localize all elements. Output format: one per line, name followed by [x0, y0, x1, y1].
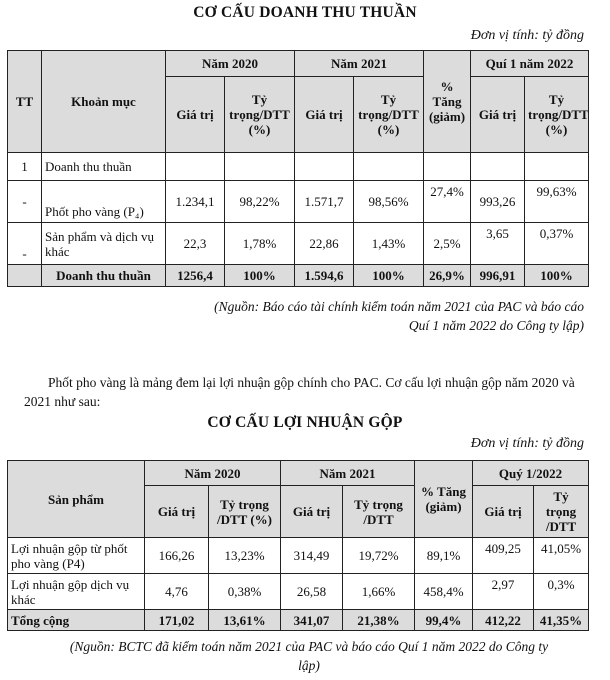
cell-value-q1: 993,26	[471, 181, 525, 223]
cell-ratio-q1: 99,63%	[525, 181, 589, 223]
table-row	[8, 538, 589, 574]
cell-empty	[525, 153, 589, 181]
header-value-2021: Giá trị	[281, 486, 343, 538]
cell-value-q1: 2,97	[473, 574, 534, 610]
table-row	[8, 223, 589, 265]
cell-value-q1: 409,25	[473, 538, 534, 574]
cell-value-2020: 1.234,1	[166, 181, 225, 223]
total-ratio-2021: 100%	[354, 265, 424, 287]
cell-value-2021: 1.571,7	[295, 181, 354, 223]
header-product: Sản phẩm	[8, 461, 145, 538]
total-ratio-q1: 41,35%	[534, 610, 589, 631]
cell-tt: -	[8, 223, 42, 265]
total-row	[8, 265, 589, 287]
cell-item: Phốt pho vàng (P₄)	[42, 181, 166, 223]
total-label: Doanh thu thuần	[42, 265, 166, 287]
gross-profit-structure-title: CƠ CẤU LỢI NHUẬN GỘP	[207, 414, 403, 431]
total-value-2020: 171,02	[145, 610, 209, 631]
header-ratio-q1: Tỷ trọng/DTT (%)	[525, 77, 589, 153]
revenue-unit-note: Đơn vị tính: tỷ đồng	[470, 28, 584, 43]
header-value-2020: Giá trị	[166, 77, 225, 153]
cell-value-2020: 22,3	[166, 223, 225, 265]
header-value-2021: Giá trị	[295, 77, 354, 153]
cell-empty	[424, 153, 471, 181]
gross-profit-structure-table	[7, 460, 589, 631]
cell-ratio-2021: 1,43%	[354, 223, 424, 265]
cell-tt: 1	[8, 153, 42, 181]
header-ratio-2021: Tỷ trọng /DTT	[343, 486, 415, 538]
total-value-2021: 1.594,6	[295, 265, 354, 287]
total-change: 99,4%	[415, 610, 473, 631]
cell-ratio-2021: 1,66%	[343, 574, 415, 610]
cell-item: Sản phẩm và dịch vụ khác	[42, 223, 166, 265]
cell-item: Doanh thu thuần	[42, 153, 166, 181]
total-ratio-2020: 13,61%	[209, 610, 281, 631]
cell-empty	[471, 153, 525, 181]
header-year-2021: Năm 2021	[281, 461, 415, 486]
gross-profit-unit-note: Đơn vị tính: tỷ đồng	[470, 436, 584, 451]
table-row	[8, 574, 589, 610]
total-value-q1: 412,22	[473, 610, 534, 631]
total-label: Tổng cộng	[8, 610, 145, 631]
header-value-2020: Giá trị	[145, 486, 209, 538]
revenue-source-note: (Nguồn: Báo cáo tài chính kiểm toán năm 2021 của PAC và báo cáo Quí 1 năm 2022 do Công ty lập)	[214, 299, 584, 333]
cell-empty	[8, 265, 42, 287]
cell-ratio-q1: 41,05%	[534, 538, 589, 574]
cell-tt: -	[8, 181, 42, 223]
header-tt: TT	[8, 51, 42, 153]
total-ratio-2020: 100%	[225, 265, 295, 287]
cell-ratio-q1: 0,3%	[534, 574, 589, 610]
cell-value-2020: 4,76	[145, 574, 209, 610]
cell-change: 89,1%	[415, 538, 473, 574]
cell-empty	[166, 153, 225, 181]
revenue-structure-table	[7, 50, 589, 287]
header-year-2021: Năm 2021	[295, 51, 424, 77]
cell-ratio-2021: 19,72%	[343, 538, 415, 574]
revenue-structure-title: CƠ CẤU DOANH THU THUẦN	[193, 4, 417, 21]
header-ratio-q1: Tỷ trọng /DTT	[534, 486, 589, 538]
header-value-q1: Giá trị	[471, 77, 525, 153]
cell-ratio-2020: 98,22%	[225, 181, 295, 223]
cell-change: 27,4%	[424, 181, 471, 223]
header-year-2020: Năm 2020	[145, 461, 281, 486]
header-value-q1: Giá trị	[473, 486, 534, 538]
total-ratio-2021: 21,38%	[343, 610, 415, 631]
cell-item: Lợi nhuận gộp dịch vụ khác	[8, 574, 145, 610]
header-ratio-2021: Tỷ trọng/DTT (%)	[354, 77, 424, 153]
cell-ratio-2020: 13,23%	[209, 538, 281, 574]
header-year-2020: Năm 2020	[166, 51, 295, 77]
cell-empty	[354, 153, 424, 181]
cell-ratio-2021: 98,56%	[354, 181, 424, 223]
gross-profit-source-note: (Nguồn: BCTC đã kiểm toán năm 2021 của PAC và báo cáo Quí 1 năm 2022 do Công ty lập)	[69, 639, 549, 673]
cell-ratio-q1: 0,37%	[525, 223, 589, 265]
table-row	[8, 153, 589, 181]
header-ratio-2020: Tỷ trọng /DTT (%)	[209, 486, 281, 538]
cell-value-2020: 166,26	[145, 538, 209, 574]
total-value-2020: 1256,4	[166, 265, 225, 287]
total-value-q1: 996,91	[471, 265, 525, 287]
total-row	[8, 610, 589, 631]
cell-change: 2,5%	[424, 223, 471, 265]
total-change: 26,9%	[424, 265, 471, 287]
cell-item: Lợi nhuận gộp từ phốt pho vàng (P4)	[8, 538, 145, 574]
header-q1-2022: Quý 1/2022	[473, 461, 589, 486]
header-ratio-2020: Tỷ trọng/DTT (%)	[225, 77, 295, 153]
cell-value-2021: 314,49	[281, 538, 343, 574]
header-change: % Tăng (giảm)	[415, 461, 473, 538]
header-q1-2022: Quí 1 năm 2022	[471, 51, 589, 77]
gross-profit-intro-paragraph: Phốt pho vàng là mảng đem lại lợi nhuận gộp chính cho PAC. Cơ cấu lợi nhuận gộp năm 2020 và 2021 như sau:	[24, 375, 575, 409]
cell-empty	[225, 153, 295, 181]
cell-change: 458,4%	[415, 574, 473, 610]
total-value-2021: 341,07	[281, 610, 343, 631]
cell-value-q1: 3,65	[471, 223, 525, 265]
cell-empty	[295, 153, 354, 181]
cell-value-2021: 26,58	[281, 574, 343, 610]
cell-ratio-2020: 0,38%	[209, 574, 281, 610]
header-change: % Tăng (giảm)	[424, 51, 471, 153]
header-item: Khoản mục	[42, 51, 166, 153]
cell-ratio-2020: 1,78%	[225, 223, 295, 265]
table-row	[8, 181, 589, 223]
total-ratio-q1: 100%	[525, 265, 589, 287]
cell-value-2021: 22,86	[295, 223, 354, 265]
